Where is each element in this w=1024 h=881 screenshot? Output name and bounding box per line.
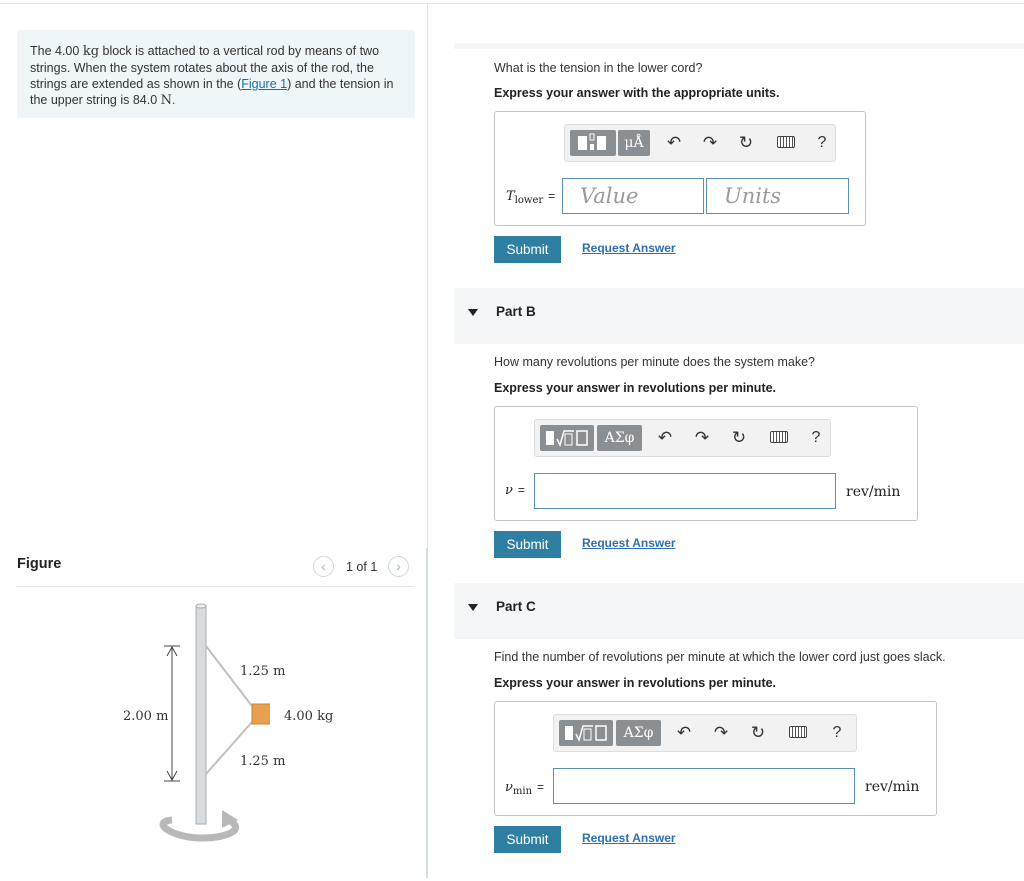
part-a-answer-box [494,111,866,226]
part-a-toolbar [564,124,836,162]
rod [196,606,206,824]
part-c-answer-box [494,701,937,816]
problem-line-2: strings. When the system rotates about the axis of the rod, the [30,61,374,75]
mass-label: 4.00 kg [284,709,334,724]
undo-icon[interactable]: ↶ [676,723,692,742]
caret-down-icon[interactable] [468,309,478,316]
keyboard-icon[interactable] [789,726,807,738]
part-b-toolbar [534,419,831,457]
value-input[interactable]: Value [562,178,704,214]
chevron-left-icon[interactable]: ‹ [313,556,334,577]
redo-icon[interactable]: ↷ [713,723,729,742]
part-b-submit-button[interactable]: Submit [494,531,561,558]
part-c-request-answer-link[interactable]: Request Answer [582,831,676,845]
templates-icon[interactable] [570,130,616,156]
part-a-request-answer-link[interactable]: Request Answer [582,241,676,255]
greek-symbols-button[interactable]: ΑΣφ [616,720,661,746]
mass-block [252,704,270,724]
nu-min-label: $\nu_{min}$ = [505,780,545,797]
t-lower-label: $T_{lower}$ = [506,189,556,206]
reset-icon[interactable]: ↻ [738,133,754,152]
part-a-instruction: Express your answer with the appropriate units. [494,86,780,100]
part-a-question: What is the tension in the lower cord? [494,61,703,75]
height-label: 2.00 m [123,709,169,724]
part-b-answer-box [494,406,918,521]
problem-line-3: strings are extended as shown in the (Figure 1) and the tension in [30,77,394,91]
figure-header [17,555,414,587]
redo-icon[interactable]: ↷ [694,428,710,447]
undo-icon[interactable]: ↶ [657,428,673,447]
templates-icon[interactable] [540,425,594,451]
top-border [0,3,1024,4]
lower-string-label: 1.25 m [240,754,286,769]
part-c-toolbar [553,714,857,752]
part-c-unit: rev/min [865,779,920,795]
undo-icon[interactable]: ↶ [666,133,682,152]
part-b-instruction: Express your answer in revolutions per minute. [494,381,777,395]
problem-line-4: the upper string is 84.0 N. [30,93,176,108]
help-icon[interactable]: ? [817,134,827,151]
units-input[interactable]: Units [706,178,849,214]
reset-icon[interactable]: ↻ [750,723,766,742]
redo-icon[interactable]: ↷ [702,133,718,152]
help-icon[interactable]: ? [832,724,842,741]
problem-statement [17,30,415,118]
pager-text: 1 of 1 [346,560,378,574]
keyboard-icon[interactable] [770,431,788,443]
templates-icon[interactable] [559,720,613,746]
part-b-title: Part B [496,304,536,319]
part-b-header[interactable] [454,288,1024,344]
part-a-top-bar [454,43,1024,49]
figure-pager [313,556,413,578]
part-b-question: How many revolutions per minute does the system make? [494,355,815,369]
figure-title: Figure [17,556,62,572]
problem-line-1: The 4.00 kg block is attached to a vertical rod by means of two [30,44,380,59]
part-c-submit-button[interactable]: Submit [494,826,561,853]
nu-input[interactable] [534,473,836,509]
units-mu-button[interactable]: μÅ [618,130,650,156]
help-icon[interactable]: ? [811,429,821,446]
part-b-request-answer-link[interactable]: Request Answer [582,536,676,550]
nu-min-input[interactable] [553,768,855,804]
part-a-submit-button[interactable]: Submit [494,236,561,263]
caret-down-icon[interactable] [468,604,478,611]
panel-divider-highlight [426,548,428,878]
part-b-unit: rev/min [846,484,901,500]
figure-link[interactable]: Figure 1 [241,77,288,91]
upper-string-label: 1.25 m [240,664,286,679]
part-c-header[interactable] [454,583,1024,639]
greek-symbols-button[interactable]: ΑΣφ [597,425,642,451]
part-c-title: Part C [496,599,536,614]
rotating-rod-figure [110,596,270,856]
reset-icon[interactable]: ↻ [731,428,747,447]
part-c-instruction: Express your answer in revolutions per minute. [494,676,777,690]
chevron-right-icon[interactable]: › [388,556,409,577]
keyboard-icon[interactable] [777,136,795,148]
part-c-question: Find the number of revolutions per minute at which the lower cord just goes slack. [494,650,946,664]
nu-label: ν = [505,483,525,498]
